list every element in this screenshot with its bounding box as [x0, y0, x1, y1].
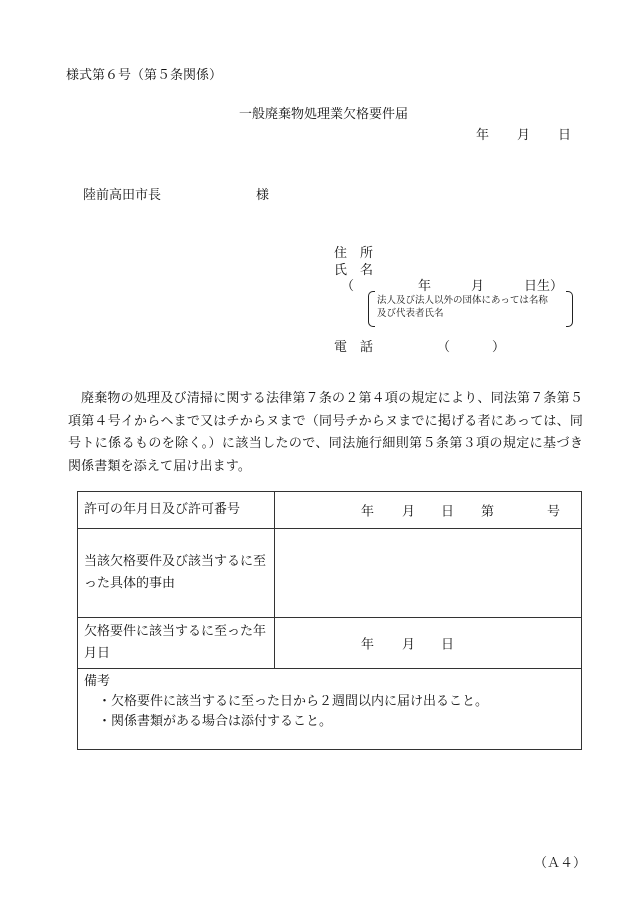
remarks-label: 備考: [84, 674, 111, 689]
body-paragraph: 廃棄物の処理及び清掃に関する法律第７条の２第４項の規定により、同法第７条第５項第４号イからヘまで又はチからヌまで（同号チからヌまでに掲げる者にあっては、同号トに係るものを除く。）に該当したので、同法施行細則第５条第３項の規定に基づき関係書類を添えて届け出ます。: [68, 391, 583, 474]
applicable-date-row: [78, 618, 582, 669]
remark-item: ・関係書類がある場合は添付すること。: [98, 714, 333, 729]
birth-day: 日生）: [524, 279, 564, 294]
permit-day: 日: [441, 504, 455, 520]
corporate-note-line2: 及び代表者氏名: [377, 308, 444, 319]
permit-label: 許可の年月日及び許可番号: [78, 492, 275, 529]
applicable-year: 年: [361, 637, 375, 653]
remarks-cell: [78, 669, 582, 750]
permit-year: 年: [361, 504, 375, 520]
date-year: 年: [476, 128, 490, 143]
addressee-name: 陸前高田市長: [83, 188, 162, 203]
corporate-note-line1: 法人及び法人以外の団体にあっては名称: [377, 295, 548, 306]
addressee-honorific: 様: [256, 188, 270, 203]
birth-open-paren: （: [341, 279, 355, 294]
phone-label: 電 話: [334, 340, 374, 355]
reason-label: 当該欠格要件及び該当するに至った具体的事由: [78, 529, 275, 618]
permit-go: 号: [547, 504, 561, 520]
paper-size: （Ａ４）: [534, 856, 587, 871]
reason-value-cell: [275, 529, 582, 618]
form-number: 様式第６号（第５条関係）: [66, 68, 223, 83]
report-table: [77, 491, 582, 750]
address-label: 住 所: [334, 246, 374, 261]
permit-dai: 第: [481, 504, 495, 520]
reason-row: [78, 529, 582, 618]
date-day: 日: [558, 128, 572, 143]
name-label: 氏 名: [334, 263, 374, 278]
permit-value-cell: [275, 492, 582, 529]
corporate-note-bracket: [368, 291, 573, 327]
birth-year: 年: [418, 279, 432, 294]
remarks-row: [78, 669, 582, 750]
applicable-date-label: 欠格要件に該当するに至った年月日: [78, 618, 275, 669]
birth-month: 月: [471, 279, 485, 294]
applicable-month: 月: [402, 637, 416, 653]
permit-row: [78, 492, 582, 529]
remark-item: ・欠格要件に該当するに至った日から２週間以内に届け出ること。: [98, 694, 489, 709]
applicable-date-value-cell: [275, 618, 582, 669]
applicable-day: 日: [441, 637, 455, 653]
document-title: 一般廃棄物処理業欠格要件届: [239, 107, 409, 122]
date-month: 月: [517, 128, 531, 143]
phone-close-paren: ）: [492, 340, 506, 355]
permit-month: 月: [402, 504, 416, 520]
phone-open-paren: （: [437, 340, 451, 355]
